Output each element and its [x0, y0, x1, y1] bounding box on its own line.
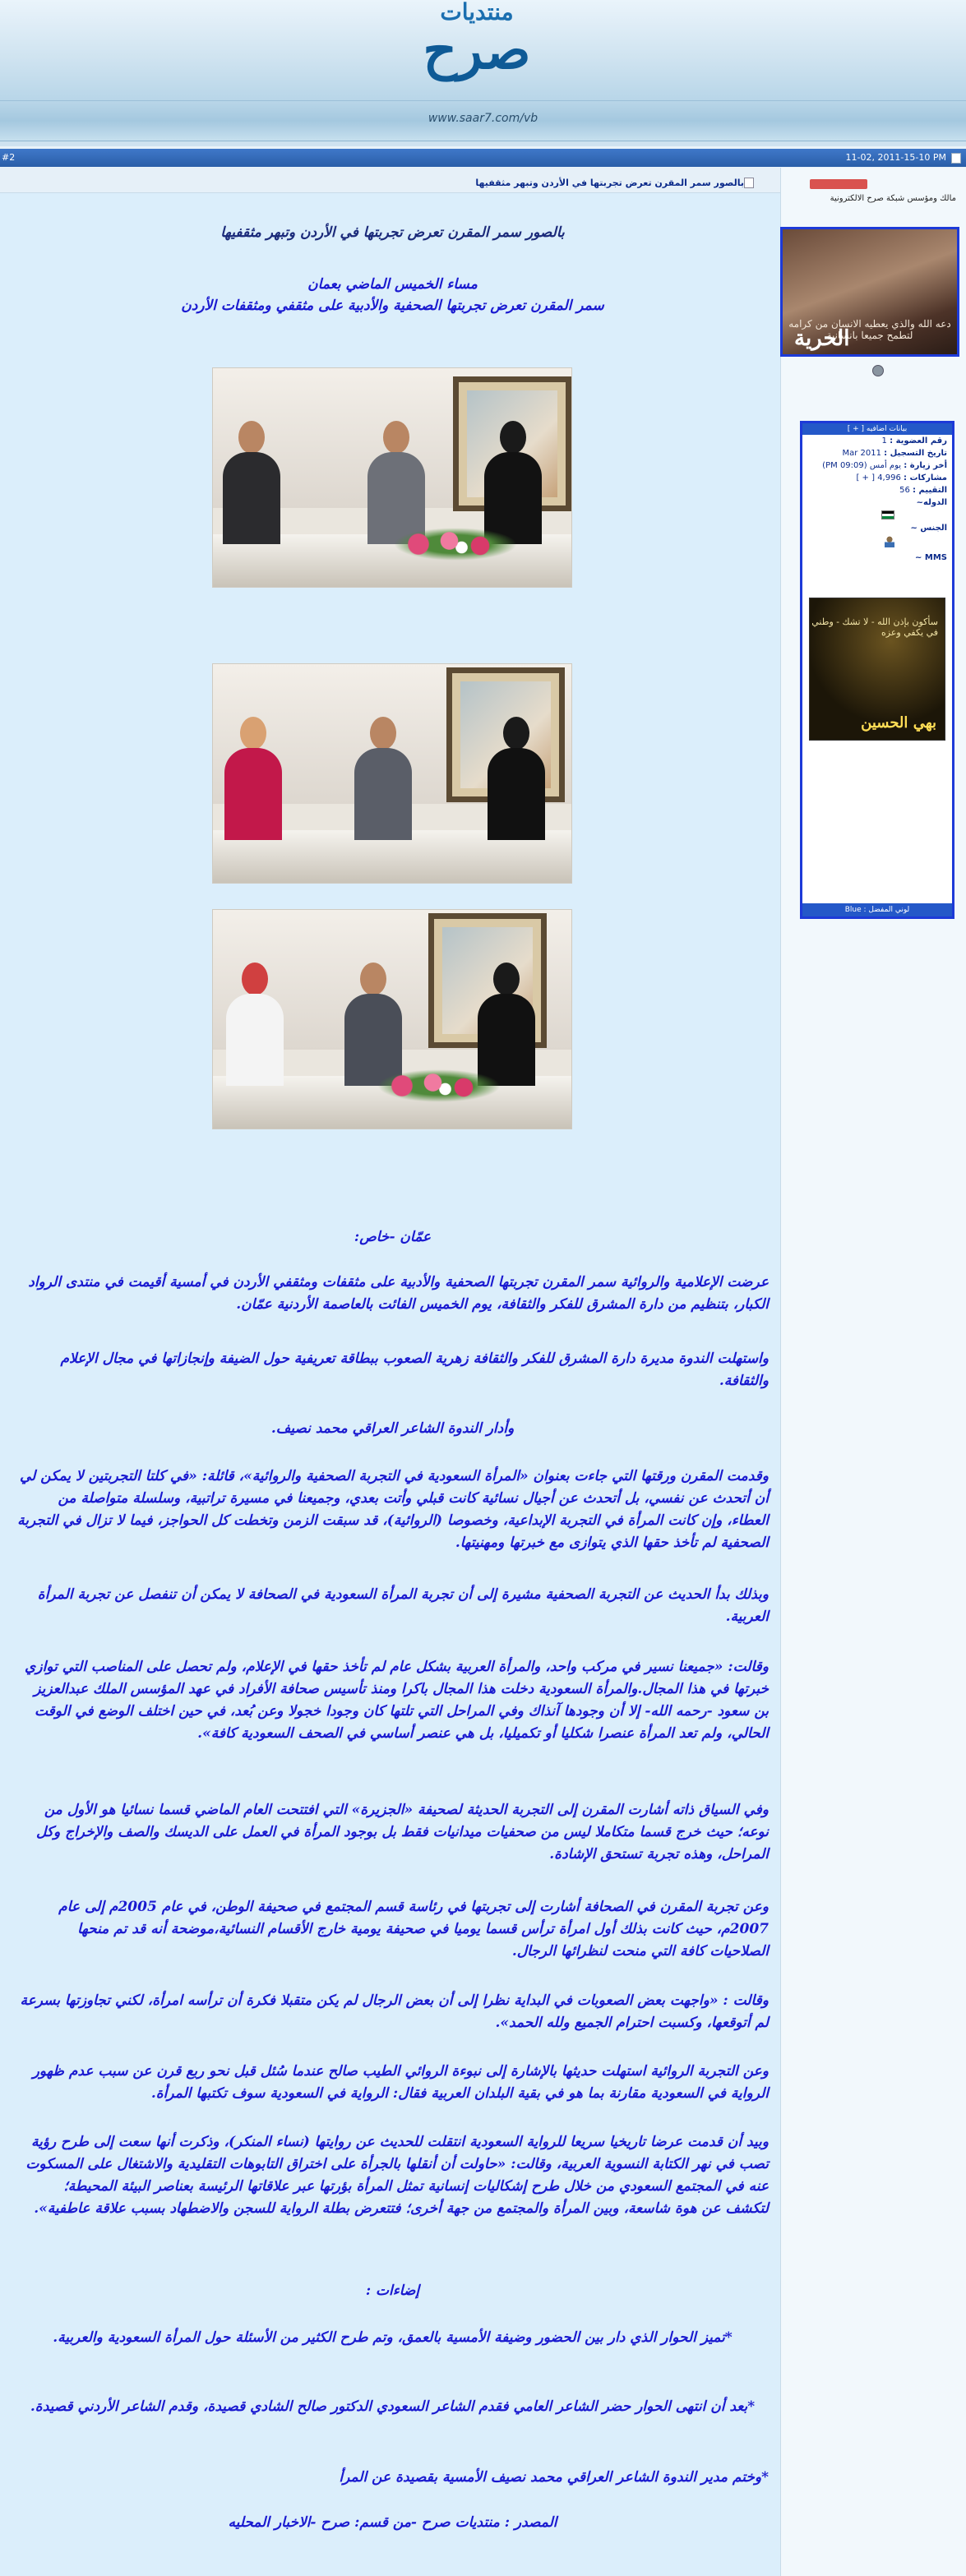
post-paragraph-3: وأدار الندوة الشاعر العراقي محمد نصيف.: [270, 1420, 515, 1437]
info-row-flag: [802, 509, 952, 522]
user-info-box: [800, 421, 954, 919]
post-paragraph-6: وقالت: «جميعنا نسير في مركب واحد، والمرأة العربية بشكل عام لم تأخذ حقها في الإعلام، ولم تحصل على المناصب التي توازي خبرتها في هذا المجال.والمرأة السعودية دخلت هذا المجال باكرا ومنذ تأسيس صحافة الأفراد في عهد المؤسس الملك عبدالعزيز بن سعود -رحمه الله- إلا أن وجودها آنذاك وفي المراحل التي تلتها كان وجودا خجولا وعن بُعد، في حين اختلف الوضع في الوقت الحالي، ولم تعد المرأة عنصرا شكليا أو تكميليا، بل هي عنصر أساسي في الصحف السعودية كافة».: [25, 1659, 769, 1742]
favorite-color-row: [802, 903, 952, 916]
username-badge[interactable]: [810, 179, 867, 189]
highlights-heading: إضاءات :: [365, 2283, 420, 2299]
post-dateline: عمّان -خاص:: [354, 1229, 432, 1245]
thread-title: بالصور سمر المقرن تعرض تجربتها في الأردن وتبهر مثقفيها: [475, 178, 744, 188]
user-sidebar: [780, 168, 966, 2576]
info-row-country: الدوله~: [916, 498, 947, 507]
post-paragraph-1: عرضت الإعلامية والروائية سمر المقرن تجربتها الصحفية والأدبية على مثقفات ومثقفي الأردن في أمسية أقيمت في منتدى الرواد الكبار، بتنظيم من دارة المشرق للفكر والثقافة، يوم الخميس الفائت بالعاصمة الأردنية عمّان.: [28, 1274, 769, 1313]
info-row-member-id: رقم العضوية : 1: [881, 436, 947, 445]
info-row-last-visit: أخر زيارة : يوم أمس (09:09 PM): [822, 461, 947, 470]
info-row-join-date: تاريخ التسجيل : Mar 2011: [842, 449, 947, 458]
info-row-gender-icon: [802, 534, 952, 552]
site-url[interactable]: www.saar7.com/vb: [428, 112, 538, 125]
post-header-bar: [0, 149, 966, 167]
post-source: المصدر : منتديات صرح -من قسم: صرح -الاخبار المحليه: [228, 2514, 557, 2531]
site-header: [0, 0, 966, 146]
post-subtitle-2: سمر المقرن تعرض تجربتها الصحفية والأدبية على مثقفي ومثقفات الأردن: [181, 298, 604, 314]
country-flag-icon: [881, 510, 894, 519]
info-row-rating: التقييم : 56: [899, 486, 947, 495]
info-row-posts[interactable]: مشاركات : 4,996 [ + ]: [856, 473, 947, 482]
post-number[interactable]: #2: [2, 152, 16, 163]
post-icon: [951, 153, 961, 164]
user-title: مالك ومؤسس شبكة صرح الالكترونية: [830, 194, 956, 203]
offline-status-icon: [872, 365, 884, 376]
highlight-2: *بعد أن انتهى الحوار حضر الشاعر العامي فقدم الشاعر السعودي الدكتور صالح الشادي قصيدة، وقدم الشاعر الأردني قصيدة.: [30, 2398, 756, 2415]
post-paragraph-7: وفي السياق ذاته أشارت المقرن إلى التجربة الحديثة لصحيفة «الجزيرة» التي افتتحت العام الماضي قسما نسائيا هو الأول من نوعه؛ حيث خرج قسما متكاملا ليس من صحفيات ميدانيات فقط بل بوجود المرأة في العمل على الديسك والصف والإخراج وكل المراحل، وهذه تجربة تستحق الإشادة.: [36, 1802, 769, 1863]
male-person-icon: [885, 536, 894, 547]
favorite-color-value: Blue: [844, 906, 862, 914]
post-photo-3[interactable]: [212, 909, 572, 1129]
post-subtitle-1: مساء الخميس الماضي بعمان: [307, 276, 478, 293]
post-paragraph-8: وعن تجربة المقرن في الصحافة أشارت إلى تجربتها في رئاسة قسم المجتمع في صحيفة الوطن، في عام 2005م إلى عام 2007م، حيث كانت بذلك أول امرأة ترأس قسما يوميا في صحيفة يومية خارج الأقسام النسائية،موضحة أنه قد تم منحها الصلاحيات كافة التي منحت لنظرائها الرجال.: [58, 1899, 769, 1960]
favorite-color-label: لوني المفضل :: [863, 906, 910, 914]
mms-word: بهي الحسين: [861, 714, 936, 732]
post-date: 11-02, 2011-15-10 PM: [845, 152, 946, 163]
post-paragraph-2: واستهلت الندوة مديرة دارة المشرق للفكر والثقافة زهرية الصعوب ببطاقة تعريفية حول الضيفة وإنجازاتها في مجال الإعلام والثقافة.: [60, 1350, 769, 1389]
mms-image[interactable]: [809, 598, 945, 741]
post-photo-1[interactable]: [212, 367, 572, 588]
post-body: [0, 193, 780, 2576]
info-row-mms: MMS ~: [915, 552, 947, 562]
avatar-caption: دعه الله والذي يعطيه الانسان من كرامه لتطمح جميعا بانسانية: [788, 318, 951, 341]
avatar-word: الحرية: [794, 326, 850, 351]
post-paragraph-11: وبيد أن قدمت عرضا تاريخيا سريعا للرواية السعودية انتقلت للحديث عن روايتها (نساء المنكر)، وذكرت أنها سعت إلى طرح رؤية تصب في نهر الكتابة النسوية العربية، وقالت: «حاولت أن أنقلها بالجرأة على اختراق التابوهات التقليدية والاشتغال على المسكوت عنه في المجتمع السعودي من خلال طرح إشكاليات إنسانية تمثل المرأة بؤرتها عبر علاقاتها الرئيسة بعناصر البيئة المحيطة؛ لتكشف عن هوة شاسعة، وبين المرأة والمجتمع من جهة أخرى؛ فتتعرض بطلة الرواية للسجن والاضطهاد بسبب علاقة عاطفية».: [25, 2134, 769, 2217]
post-title: بالصور سمر المقرن تعرض تجربتها في الأردن وتبهر مثقفيها: [220, 224, 565, 241]
info-box-header[interactable]: بيانات اضافيه [ + ]: [802, 423, 952, 435]
logo-line-1: منتديات: [440, 0, 514, 25]
post-paragraph-9: وقالت : «واجهت بعض الصعوبات في البداية نظرا إلى أن بعض الرجال لم يكن متقبلا فكرة أن ترأسه امرأة، لكني تجاوزتها بسرعة لم أتوقعها، وكسبت احترام الجميع ولله الحمد».: [20, 1992, 769, 2031]
highlight-1: *تميز الحوار الذي دار بين الحضور وضيفة الأمسية بالعمق، وتم طرح الكثير من الأسئلة حول المرأة السعودية والعربية.: [53, 2329, 733, 2346]
post-paragraph-10: وعن التجربة الروائية استهلت حديثها بالإشارة إلى نبوءة الروائي الطيب صالح عندما سُئل قبل نحو ربع قرن عن سبب عدم ظهور الرواية في السعودية مقارنة بما هو في بقية البلدان العربية فقال: الرواية في السعودية سوف تكتبها المرأة.: [32, 2063, 769, 2102]
document-icon: [744, 178, 754, 188]
highlight-3: *وختم مدير الندوة الشاعر العراقي محمد نصيف الأمسية بقصيدة عن المرأ: [339, 2469, 769, 2486]
post-paragraph-4: وقدمت المقرن ورقتها التي جاءت بعنوان «المرأة السعودية في التجربة الصحفية والروائية»، قائلة: «في كلتا التجربتين لا يمكن لي أن أتحدث عن نفسي، بل أتحدث عن أجيال نسائية كانت قبلي وأتت بعدي، وجميعنا في مسيرة تراتبية، وسلسلة متواصلة من العطاء، وإن كانت المرأة في التجربة الإبداعية، وخصوصا (الروائية)، قد سبقت الزمن وتخطت كل الحواجز، فيما لا تزال في التجربة الصحفية لم تأخذ حقها الذي يتوازى مع خبرتها ومهنيتها.: [17, 1468, 769, 1551]
user-avatar[interactable]: [780, 227, 959, 357]
logo-line-2: صرح: [423, 20, 531, 81]
mms-text: سأكون بإذن الله - لا تشك - وطني في يكفي وعزه: [811, 616, 938, 638]
site-logo[interactable]: [395, 0, 559, 90]
post-photo-2[interactable]: [212, 663, 572, 884]
info-row-gender: الجنس ~: [910, 523, 947, 533]
post-paragraph-5: وبذلك بدأ الحديث عن التجربة الصحفية مشيرة إلى أن تجربة المرأة السعودية في الصحافة لا يمكن أن تنفصل عن تجربة المرأة العربية.: [37, 1586, 769, 1625]
post-subtitle: [16, 274, 769, 316]
